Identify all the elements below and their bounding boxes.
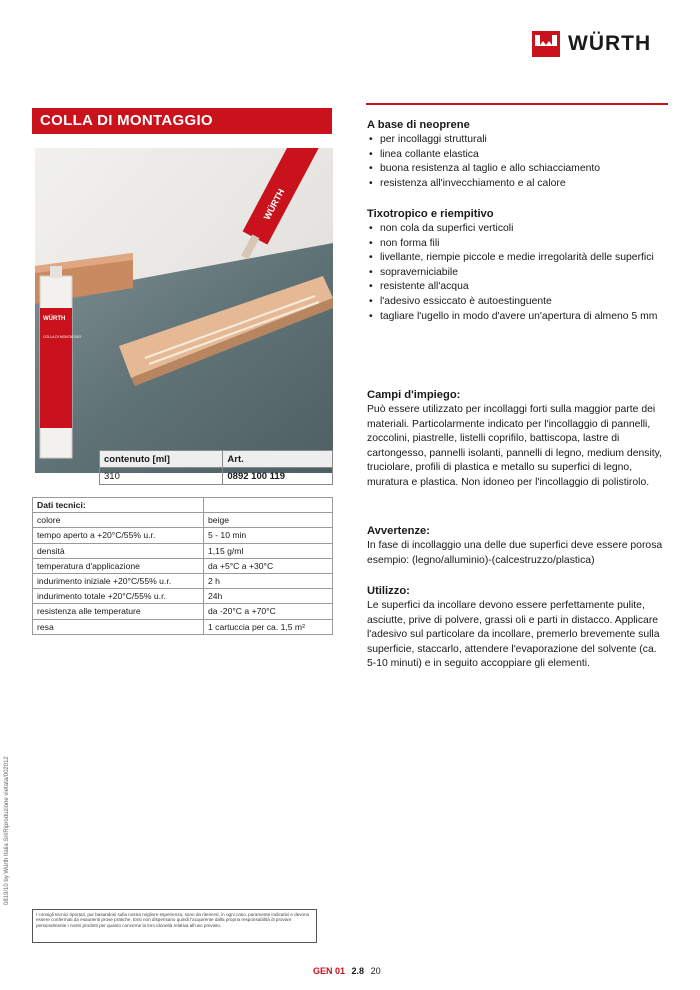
tech-value: 2 h bbox=[204, 573, 333, 588]
tech-value: 24h bbox=[204, 589, 333, 604]
tech-table-title: Dati tecnici: bbox=[33, 498, 204, 513]
footer-chapter: 2.8 bbox=[351, 966, 365, 976]
table-row bbox=[33, 513, 333, 528]
list-item: • resistenza all'invecchiamento e al calore bbox=[367, 177, 667, 192]
list-item: • buona resistenza al taglio e allo schiacciamento bbox=[367, 162, 667, 177]
section-base bbox=[367, 118, 667, 191]
table-row bbox=[100, 468, 333, 485]
section-avvertenze bbox=[367, 524, 667, 568]
section-campi-impiego bbox=[367, 388, 667, 491]
page-title: COLLA DI MONTAGGIO bbox=[40, 112, 213, 129]
product-photo bbox=[35, 148, 333, 473]
page-footer bbox=[313, 966, 381, 976]
list-item: • resistente all'acqua bbox=[367, 280, 667, 295]
tech-table-title-row bbox=[33, 498, 333, 513]
table-row bbox=[33, 619, 333, 634]
header-rule bbox=[366, 103, 668, 105]
section-text: Può essere utilizzato per incollaggi forti sulla maggior parte dei materiali. Particolarmente indicato per l'incollaggio di pannelli, zoccolini, piastrelle, listelli coprifilo, battiscopa, lastre di cartongesso, pannelli isolanti, pannelli di legno, medium density, truciolare, profili di plastica e metallo su superfici di legno, muratura e plastica. Non idoneo per l'incollaggio di polistirolo. bbox=[367, 404, 662, 488]
section-utilizzo bbox=[367, 584, 667, 672]
list-item: • livellante, riempie piccole e medie irregolarità delle superfici bbox=[367, 251, 667, 266]
table-row bbox=[33, 543, 333, 558]
section-heading: Utilizzo: bbox=[367, 585, 410, 597]
brand-logo bbox=[532, 30, 651, 58]
article-table bbox=[99, 450, 333, 485]
tech-value: beige bbox=[204, 513, 333, 528]
section-heading: Campi d'impiego: bbox=[367, 389, 461, 401]
page-title-bar bbox=[32, 108, 332, 134]
section-heading: Avvertenze: bbox=[367, 525, 431, 537]
tech-value: da -20°C a +70°C bbox=[204, 604, 333, 619]
article-header-art: Art. bbox=[223, 451, 333, 468]
tech-label: temperatura d'applicazione bbox=[33, 558, 204, 573]
footer-page-number: 20 bbox=[370, 966, 381, 976]
list-item: • non forma fili bbox=[367, 237, 667, 252]
tech-label: indurimento totale +20°C/55% u.r. bbox=[33, 589, 204, 604]
list-item: • linea collante elastica bbox=[367, 148, 667, 163]
section-text: Le superfici da incollare devono essere perfettamente pulite, asciutte, prive di polvere, grassi oli e parti in distacco. Applicare l'adesivo sul particolare da incollare, premerlo brevemente sulla superficie, staccarlo, attendere l'evaporazione del solvente (ca. 5-10 minuti) e in seguito accoppiare gli elementi. bbox=[367, 600, 660, 670]
tech-value: 1,15 g/ml bbox=[204, 543, 333, 558]
section-heading: A base di neoprene bbox=[367, 119, 470, 131]
cartridge-label: COLLA DI MONTAGGIO bbox=[43, 335, 82, 339]
list-item: • per incollaggi strutturali bbox=[367, 133, 667, 148]
section-tixotropico bbox=[367, 207, 667, 324]
tech-label: tempo aperto a +20°C/55% u.r. bbox=[33, 528, 204, 543]
table-row bbox=[33, 604, 333, 619]
table-row bbox=[33, 589, 333, 604]
article-content-value: 310 bbox=[100, 468, 223, 485]
side-copyright: 0819/10 by Würth Italia Srl/Riproduzione vietata/002012 bbox=[4, 756, 10, 905]
tech-label: resa bbox=[33, 619, 204, 634]
tech-value: 5 - 10 min bbox=[204, 528, 333, 543]
table-row bbox=[33, 573, 333, 588]
cartridge-brand: WÜRTH bbox=[43, 316, 66, 322]
svg-text:WÜRTH: WÜRTH bbox=[261, 187, 287, 222]
tech-label: resistenza alle temperature bbox=[33, 604, 204, 619]
tech-label: indurimento iniziale +20°C/55% u.r. bbox=[33, 573, 204, 588]
footer-section: GEN 01 bbox=[313, 966, 346, 976]
tech-label: colore bbox=[33, 513, 204, 528]
list-item: • tagliare l'ugello in modo d'avere un'apertura di almeno 5 mm bbox=[367, 310, 667, 325]
wurth-logo-icon bbox=[532, 31, 560, 57]
tech-value: 1 cartuccia per ca. 1,5 m² bbox=[204, 619, 333, 634]
footnote-box: I consigli tecnici riportati, pur basandosi sulla nostra migliore esperienza, sono da ritenersi, in ogni caso, puramente indicativi e devono essere confermati da esaurienti prove pratiche. Essi non dispensano quindi l'acquirente dalla propria responsabilità di provare personalmente i nostri prodotti per quanto concerne la loro idoneità relativa all'uso previsto. bbox=[32, 909, 317, 943]
article-header-content: contenuto [ml] bbox=[100, 451, 223, 468]
tech-data-table bbox=[32, 497, 333, 635]
article-number-value: 0892 100 119 bbox=[223, 468, 333, 485]
feature-list bbox=[367, 222, 667, 324]
section-heading: Tixotropico e riempitivo bbox=[367, 208, 494, 220]
table-row bbox=[33, 558, 333, 573]
table-row bbox=[33, 528, 333, 543]
tech-label: densità bbox=[33, 543, 204, 558]
list-item: • sopraverniciabile bbox=[367, 266, 667, 281]
list-item: • non cola da superfici verticoli bbox=[367, 222, 667, 237]
section-text: In fase di incollaggio una delle due superfici deve essere porosa esempio: (legno/alluminio)-(calcestruzzo/plastica) bbox=[367, 540, 663, 566]
product-photo-illustration bbox=[35, 148, 333, 473]
tech-value: da +5°C a +30°C bbox=[204, 558, 333, 573]
brand-name: WÜRTH bbox=[568, 32, 652, 55]
feature-list bbox=[367, 133, 667, 191]
article-table-header bbox=[100, 451, 333, 468]
list-item: • l'adesivo essiccato è autoestinguente bbox=[367, 295, 667, 310]
